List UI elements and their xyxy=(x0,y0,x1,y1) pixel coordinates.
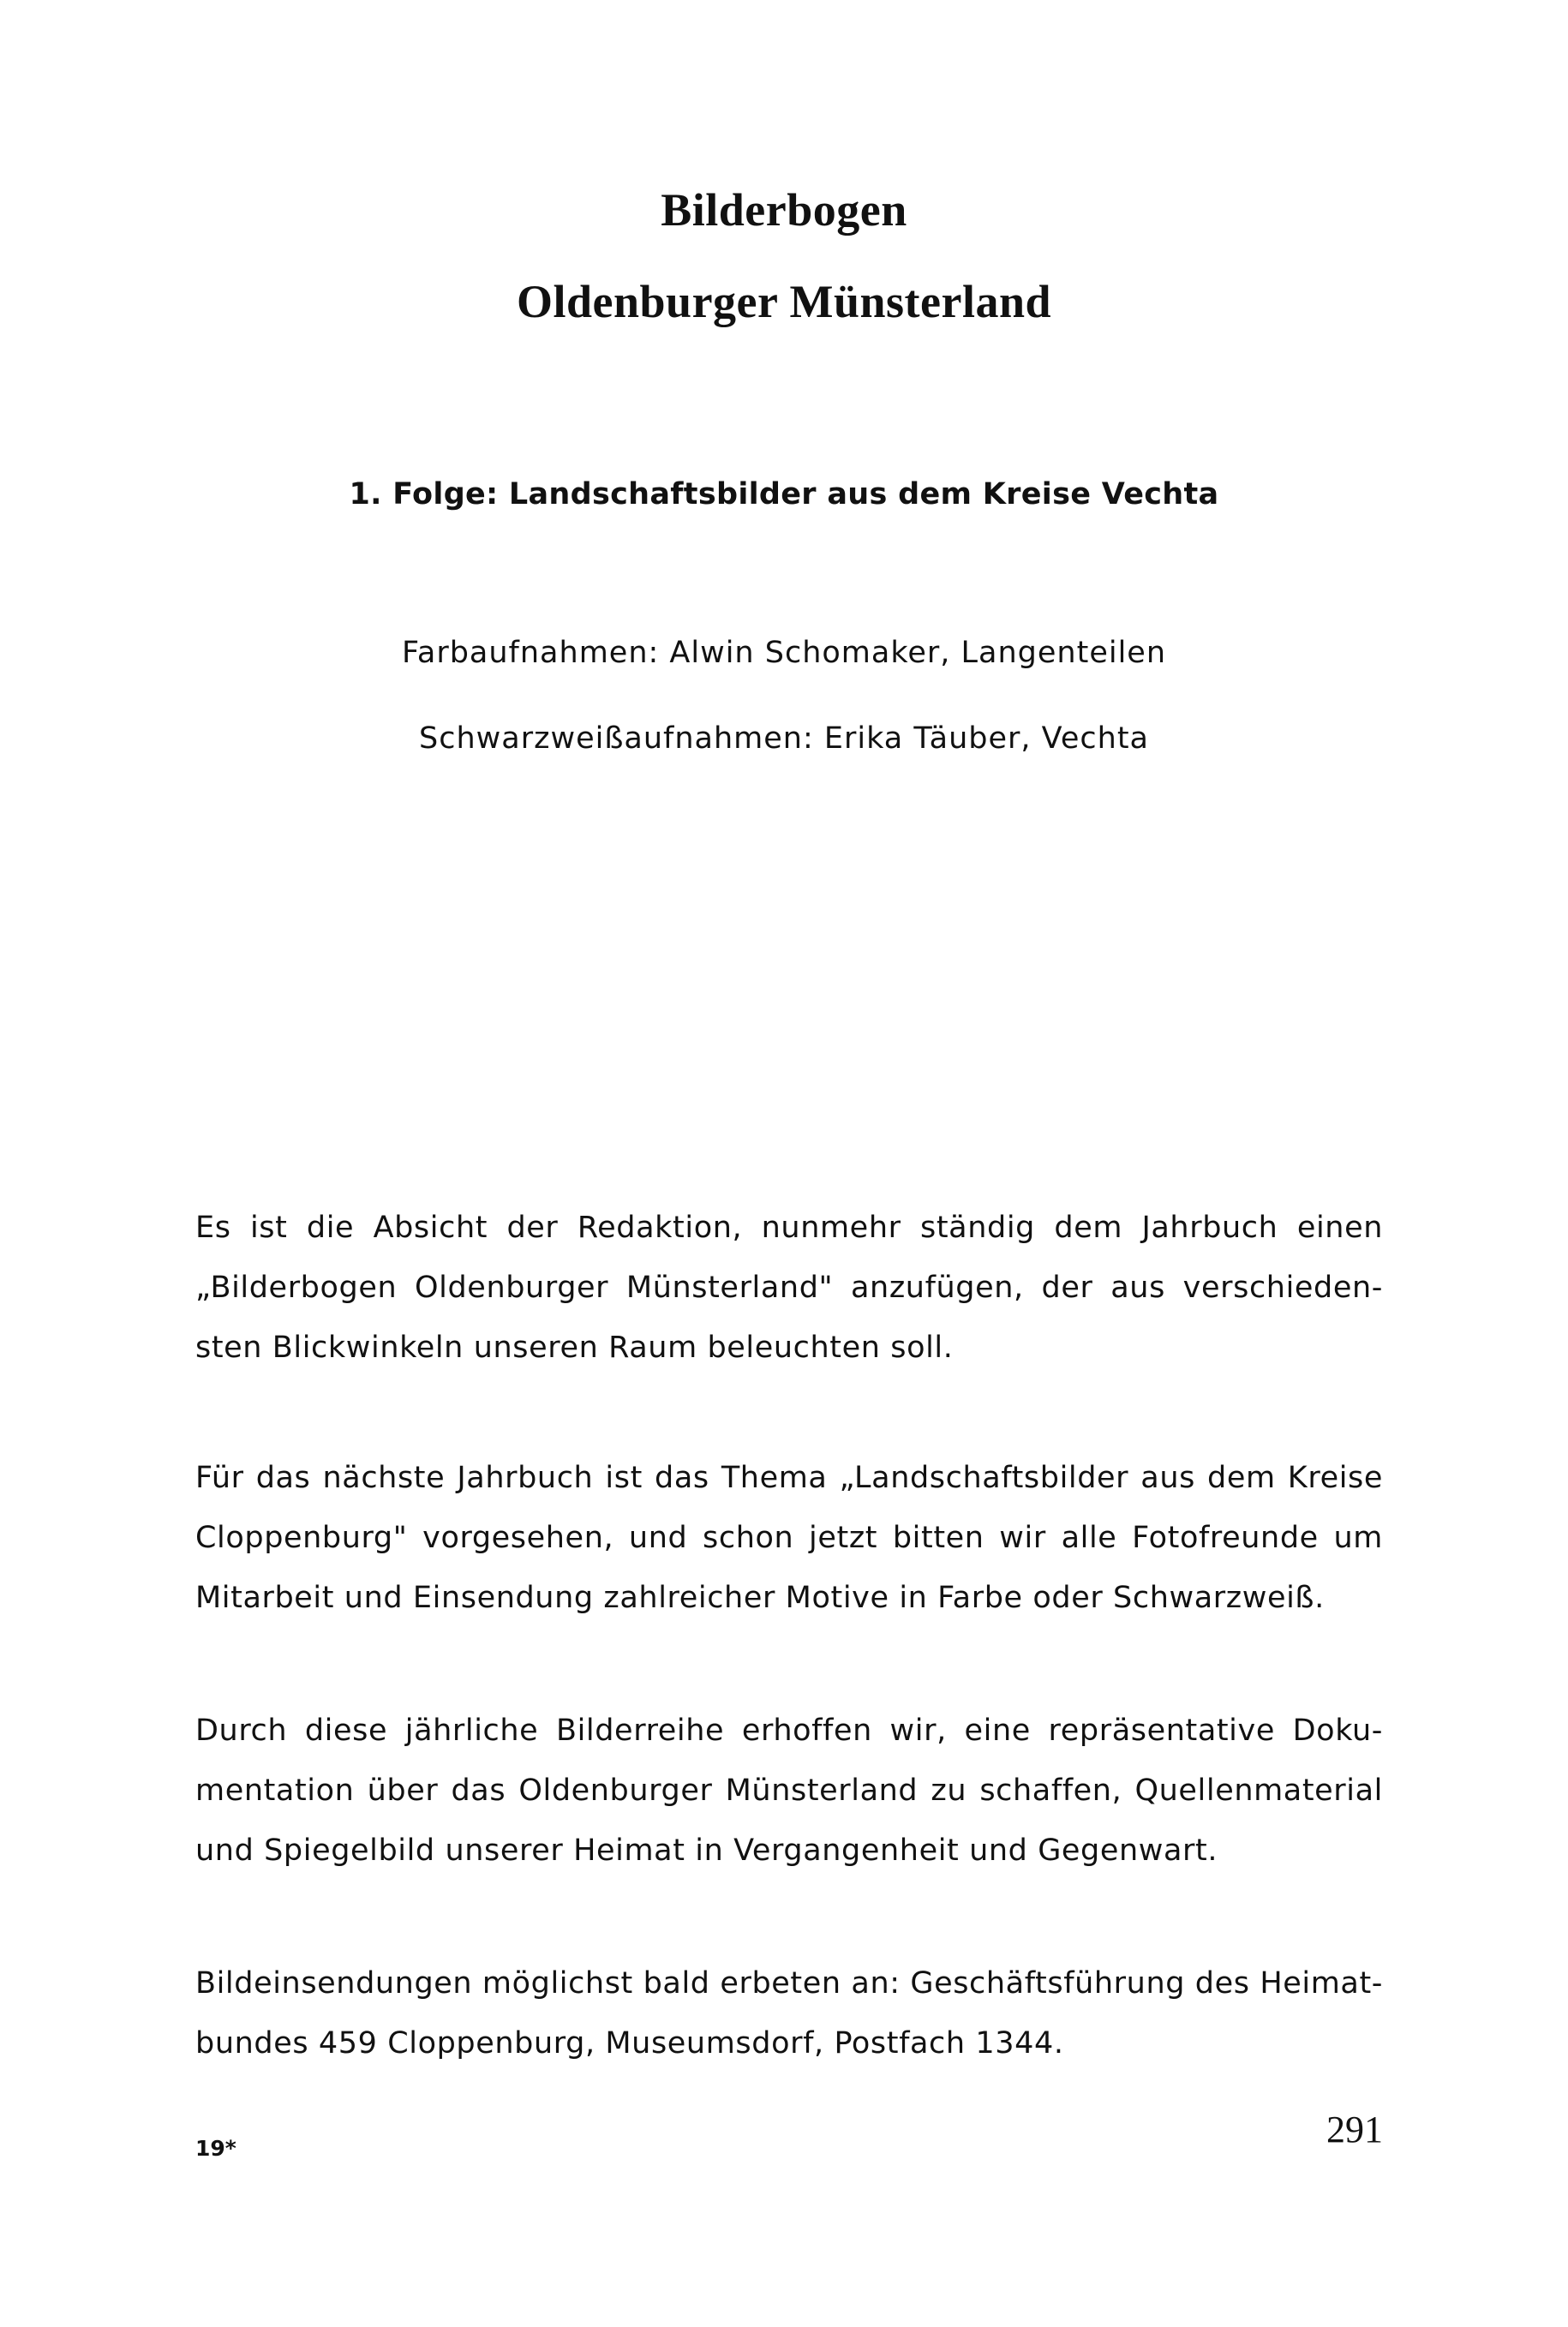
text-line: Cloppenburg" vorgesehen, und schon jetzt bitten wir alle Fotofreunde um xyxy=(195,1521,1383,1555)
page-number: 291 xyxy=(1326,2109,1383,2151)
text-line: Mitarbeit und Einsendung zahlreicher Motive in Farbe oder Schwarzweiß. xyxy=(195,1581,1325,1615)
paragraph-submission-address xyxy=(195,1953,1383,2073)
text-line: und Spiegelbild unserer Heimat in Vergangenheit und Gegenwart. xyxy=(195,1833,1218,1868)
paragraph-next-theme xyxy=(195,1448,1383,1628)
color-photo-credit: Farbaufnahmen: Alwin Schomaker, Langenteilen xyxy=(401,636,1167,670)
text-line: bundes 459 Cloppenburg, Museumsdorf, Postfach 1344. xyxy=(195,2026,1064,2061)
text-line: mentation über das Oldenburger Münsterland zu schaffen, Quellenmaterial xyxy=(195,1774,1383,1808)
page-title-line-1: Bilderbogen xyxy=(661,184,907,236)
paragraph-intent xyxy=(195,1198,1383,1378)
text-line: Für das nächste Jahrbuch ist das Thema „Landschaftsbilder aus dem Kreise xyxy=(195,1461,1383,1495)
text-line: Bildeinsendungen möglichst bald erbeten an: Geschäftsführung des Heimat- xyxy=(195,1966,1383,2001)
text-line: sten Blickwinkeln unseren Raum beleuchten soll. xyxy=(195,1331,954,1365)
paragraph-documentation xyxy=(195,1701,1383,1881)
series-subtitle: 1. Folge: Landschaftsbilder aus dem Kreise Vechta xyxy=(349,477,1219,511)
text-line: Es ist die Absicht der Redaktion, nunmehr ständig dem Jahrbuch einen xyxy=(195,1211,1383,1245)
text-line: Durch diese jährliche Bilderreihe erhoffen wir, eine repräsentative Doku- xyxy=(195,1714,1383,1748)
bw-photo-credit: Schwarzweißaufnahmen: Erika Täuber, Vechta xyxy=(418,721,1150,756)
page-title-line-2: Oldenburger Münsterland xyxy=(516,276,1052,327)
text-line: „Bilderbogen Oldenburger Münsterland" anzufügen, der aus verschieden- xyxy=(195,1271,1383,1305)
sheet-signature: 19* xyxy=(195,2136,236,2161)
